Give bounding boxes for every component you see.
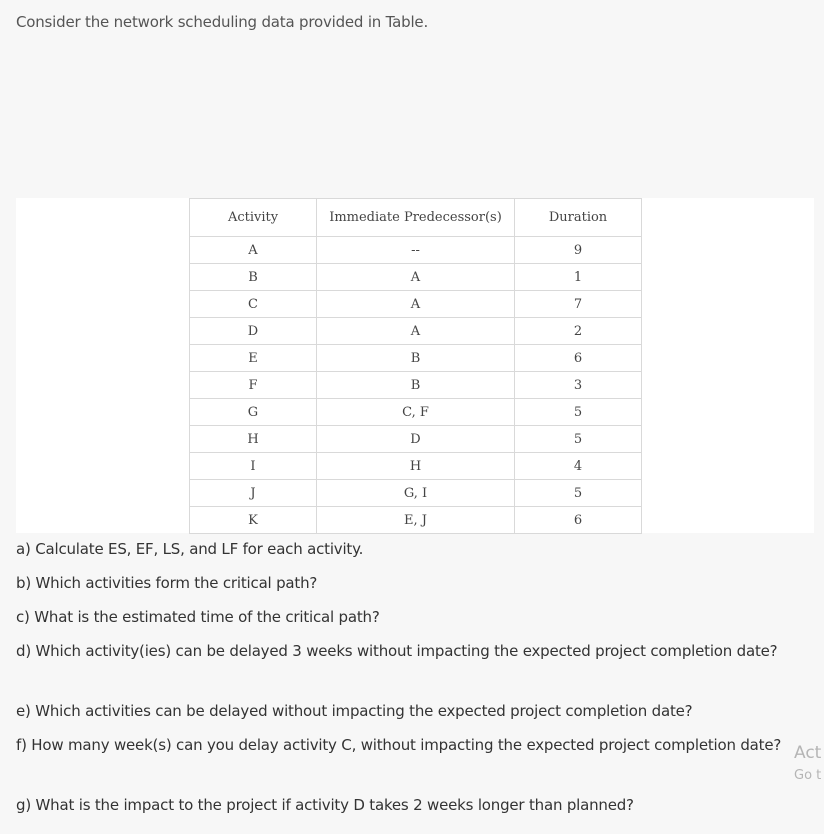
cell-duration: 5	[515, 399, 642, 426]
table-row	[190, 453, 642, 480]
table-panel	[16, 198, 814, 533]
schedule-table	[189, 198, 642, 534]
cell-predecessor: H	[317, 453, 515, 480]
cell-duration: 9	[515, 237, 642, 264]
activate-watermark-title: Act	[794, 743, 822, 763]
cell-predecessor: G, I	[317, 480, 515, 507]
header-duration: Duration	[515, 199, 642, 237]
table-row	[190, 345, 642, 372]
table-row	[190, 372, 642, 399]
cell-predecessor: C, F	[317, 399, 515, 426]
cell-predecessor: A	[317, 264, 515, 291]
cell-activity: G	[190, 399, 317, 426]
activate-watermark-subtitle: Go t	[794, 768, 822, 783]
question-d: d) Which activity(ies) can be delayed 3 weeks without impacting the expected project completion date?	[16, 642, 778, 660]
cell-duration: 1	[515, 264, 642, 291]
question-e: e) Which activities can be delayed without impacting the expected project completion date?	[16, 702, 693, 720]
question-list	[16, 536, 811, 826]
cell-duration: 6	[515, 507, 642, 534]
cell-activity: K	[190, 507, 317, 534]
table-row	[190, 291, 642, 318]
table-row	[190, 480, 642, 507]
cell-predecessor: A	[317, 291, 515, 318]
cell-activity: B	[190, 264, 317, 291]
cell-duration: 2	[515, 318, 642, 345]
question-b: b) Which activities form the critical path?	[16, 574, 318, 592]
question-c: c) What is the estimated time of the critical path?	[16, 608, 380, 626]
header-activity: Activity	[190, 199, 317, 237]
cell-predecessor: E, J	[317, 507, 515, 534]
cell-predecessor: --	[317, 237, 515, 264]
question-a: a) Calculate ES, EF, LS, and LF for each activity.	[16, 540, 364, 558]
cell-predecessor: B	[317, 372, 515, 399]
cell-duration: 3	[515, 372, 642, 399]
cell-duration: 6	[515, 345, 642, 372]
cell-duration: 5	[515, 480, 642, 507]
cell-predecessor: D	[317, 426, 515, 453]
cell-duration: 5	[515, 426, 642, 453]
cell-activity: A	[190, 237, 317, 264]
table-row	[190, 318, 642, 345]
cell-predecessor: B	[317, 345, 515, 372]
table-row	[190, 426, 642, 453]
table-row	[190, 237, 642, 264]
cell-activity: I	[190, 453, 317, 480]
cell-activity: F	[190, 372, 317, 399]
intro-text: Consider the network scheduling data provided in Table.	[16, 13, 429, 31]
question-g: g) What is the impact to the project if activity D takes 2 weeks longer than planned?	[16, 796, 634, 814]
cell-predecessor: A	[317, 318, 515, 345]
cell-activity: E	[190, 345, 317, 372]
table-row	[190, 507, 642, 534]
cell-duration: 7	[515, 291, 642, 318]
table-row	[190, 264, 642, 291]
table-header-row	[190, 199, 642, 237]
table-row	[190, 399, 642, 426]
cell-activity: H	[190, 426, 317, 453]
cell-activity: D	[190, 318, 317, 345]
header-predecessors: Immediate Predecessor(s)	[317, 199, 515, 237]
cell-activity: J	[190, 480, 317, 507]
question-f: f) How many week(s) can you delay activity C, without impacting the expected project completion date?	[16, 736, 782, 754]
cell-activity: C	[190, 291, 317, 318]
cell-duration: 4	[515, 453, 642, 480]
